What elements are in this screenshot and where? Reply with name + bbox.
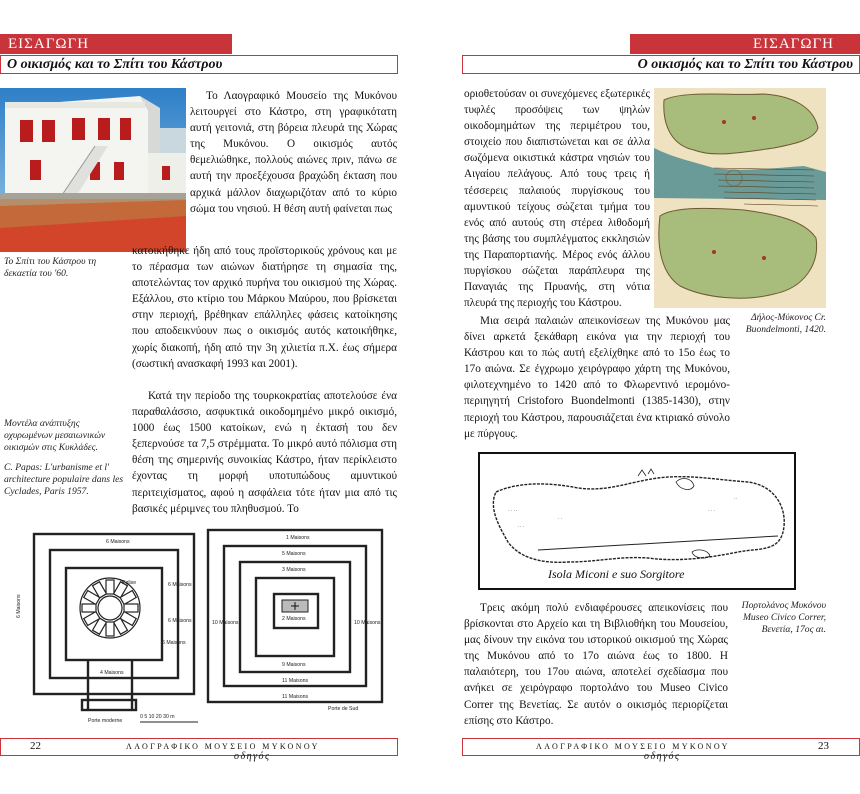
settlement-plans	[16, 524, 388, 730]
continued-text: κατοικήθηκε ήδη από τους προϊστορικούς χρόνους και με το πέρασμα των αιώνων διατήρησε τη σημασία της, αποτελώντας τον αρχικό πυρήνα του οικισμού της Χώρας. Εξάλλου, στο κτίριο του Μάρκου Μαύρου, που βρίσκεται στην περιοχή, βρέθηκαν επάλληλες φάσεις κατοίκησης που αποδεικνύουν πως ο οικισμός αυτός κατοικήθηκε, χωρίς διακοπή, ήδη από την 3η χιλιετία π.Χ. έως σήμερα (σωστική ανασκαφή 1993 και 2001).	[132, 245, 397, 370]
paragraph: Το Λαογραφικό Μουσείο της Μυκόνου λειτουργεί στο Κάστρο, στη γραφικότατη αυτή γειτονιά, στη βόρεια πλευρά της Χώρας της Μυκόνου. Ο οικισμός αυτός θεμελιώθηκε, πολλούς αιώνες πριν, πάνω σε αυτή την προεξέχουσα βραχώδη έκταση που αρχικά μάλλον διαχωριζόταν από το κύριο σώμα του νησιού. Η θέση αυτή φαίνεται πως	[190, 90, 397, 215]
paragraph: Τρεις ακόμη πολύ ενδιαφέρουσες απεικονίσεις που βρίσκονται στο Αρχείο και τη Βιβλιοθήκη του Μουσείου, μας δίνουν την εικόνα του ιστορικού οικισμού της Χώρας της Μυκόνου από το 17ο αιώνα έως το 1800. Η παλαιότερη, του 17ου αιώνα, αποτελεί σχεδίασμα που ανήκει σε χειρόγραφο πορτολάνο του Museo Civico Correr της Βενετίας. Σε αυτόν ο οικισμός περιορίζεται επίσης στο Κάστρο.	[464, 602, 728, 727]
plan-label: 6 Maisons	[106, 539, 130, 545]
plan-label: 10 Maisons	[212, 620, 239, 626]
plan-label: 6 Maisons	[162, 640, 186, 646]
right-page	[430, 0, 860, 794]
svg-text:· · ··: · · ··	[508, 509, 518, 514]
plan-label: 6 Maisons	[168, 618, 192, 624]
body-text-bottom	[132, 388, 397, 516]
body-text-top	[464, 86, 650, 312]
svg-text:· ·: · ·	[558, 517, 563, 522]
plan-label: 9 Maisons	[282, 662, 306, 668]
rosette-petal	[82, 604, 96, 612]
paragraph: Μια σειρά παλαιών απεικονίσεων της Μυκόνου μας δίνει αρκετά ξεκάθαρη εικόνα για την περιοχή του Κάστρου και το πώς αυτή εξελίχθηκε από το 15ο έως το 17ο αιώνα. Σε έγχρωμο χειρόγραφο χάρτη της Μυκόνου, φιλοτεχνημένο το 1420 από το Φλωρεντινό ιερομόνο-περιηγητή Cristoforo Buondelmonti (1385-1430), στην περιοχή του Κάστρου, παρουσιάζεται ένα κτιριακό σύνολο με πύργους.	[464, 315, 730, 440]
footer-subtitle: οδηγός	[234, 751, 271, 762]
paragraph: οριοθετούσαν οι συνεχόμενες εξωτερικές τυφλές προσόψεις των ψηλών οικοδομημάτων της περιμέτρου του, στοιχείο που διαπιστώνεται και σε άλλα σωζόμενα οικιστικά κάστρα νησιών του Αιγαίου πελάγους. Από τους τρεις ή τέσσερεις παλαιούς πυργίσκους του αμυντικού τείχους σώζεται τμήμα του ενός από αυτούς στη στέρεα λιθοδομή της βάσης του συμπλέγματος εκκλησιών της Παραπορτιανής. Μέρος ενός άλλου πυργίσκου σώζεται παράπλευρα της Παναγιάς της Πρυανής, στη νότια πλευρά της περιοχής του Κάστρου.	[464, 88, 650, 310]
body-text-middle	[464, 313, 730, 441]
svg-text:· · ·: · · ·	[708, 509, 716, 514]
plan-label: 10 Maisons	[354, 620, 381, 626]
house-photo	[0, 88, 186, 252]
rosette-petal	[106, 622, 114, 636]
house-photo-image	[0, 88, 186, 252]
page-number: 23	[818, 740, 829, 752]
map1-caption: Δήλος-Μύκονος Cr. Buondelmonti, 1420.	[745, 312, 826, 335]
rosette	[80, 578, 140, 638]
page-title: Ο οικισμός και το Σπίτι του Κάστρου	[462, 55, 860, 74]
body-text-top	[190, 88, 397, 218]
plan-label: 4 Maisons	[100, 670, 124, 676]
plan-label: 11 Maisons	[282, 678, 309, 684]
footer-title: ΛΑΟΓΡΑΦΙΚΟ ΜΟΥΣΕΙΟ ΜΥΚΟΝΟΥ	[536, 742, 730, 751]
svg-text:··: ··	[734, 497, 738, 502]
buondelmonti-map	[654, 88, 826, 308]
plan-label: 3 Maisons	[282, 567, 306, 573]
photo-caption: Το Σπίτι του Κάστρου τη δεκαετία του '60.	[4, 256, 97, 279]
body-text-bottom	[464, 600, 728, 728]
paragraph: Κατά την περίοδο της τουρκοκρατίας αποτελούσε ένα παραθαλάσσιο, ασφυκτικά οικοδομημένο μικρό οικισμό, 1000 έως 1500 κατοίκων, ενώ η έκτασή του δεν ξεπερνούσε τα 7,5 στρέμματα. Το μικρό αυτό πόλισμα στη θέση της σημερινής συνοικίας Κάστρο, ήταν περίκλειστο έχοντας τη μορφή υποτυπώδους αμυντικού περιτειχίσματος, αφού η ασφάλεια τότε ήταν μια από τις βασικές μέριμνες του πληθυσμού. Το	[132, 390, 397, 515]
plan-caption: Μοντέλα ανάπτυξης οχυρωμένων μεσαιωνικών οικισμών στις Κυκλάδες.	[4, 418, 106, 453]
plan-label: 6 Maisons	[168, 582, 192, 588]
section-tab: ΕΙΣΑΓΩΓΗ	[630, 34, 860, 54]
map2-caption: Πορτολάνος Μυκόνου Museo Civico Correr, Βενετία, 17ος αι.	[741, 600, 826, 635]
plan-label: Eglise	[122, 580, 137, 586]
body-text-middle	[132, 243, 397, 387]
page-title: Ο οικισμός και το Σπίτι του Κάστρου	[0, 55, 398, 74]
footer-subtitle: οδηγός	[644, 751, 681, 762]
portolan-label: Isola Miconi e suo Sorgitore	[548, 567, 685, 581]
page-number: 22	[30, 740, 41, 752]
plan-label: Porte de Sud	[328, 706, 359, 712]
scale-label: 0 5 10 20 30 m	[140, 714, 175, 720]
portolan-sketch	[478, 452, 796, 590]
footer-title: ΛΑΟΓΡΑΦΙΚΟ ΜΟΥΣΕΙΟ ΜΥΚΟΝΟΥ	[126, 742, 320, 751]
plan-label: Porte moderne	[88, 718, 123, 724]
plan-source-caption: C. Papas: L'urbanisme et l' architecture populaire dans les Cyclades, Paris 1957.	[4, 462, 124, 497]
plan-label: 11 Maisons	[282, 694, 309, 700]
plan-label: 2 Maisons	[282, 616, 306, 622]
section-tab: ΕΙΣΑΓΩΓΗ	[0, 34, 232, 54]
svg-text:·· ·: ·· ·	[518, 525, 525, 530]
plan-label: 5 Maisons	[282, 551, 306, 557]
rosette-petal	[124, 604, 138, 612]
plan-label: 1 Maisons	[286, 535, 310, 541]
rosette-petal	[106, 580, 114, 594]
plan-label: 6 Maisons	[16, 594, 22, 618]
paragraph-continued	[132, 243, 397, 372]
church-mark	[282, 600, 308, 612]
